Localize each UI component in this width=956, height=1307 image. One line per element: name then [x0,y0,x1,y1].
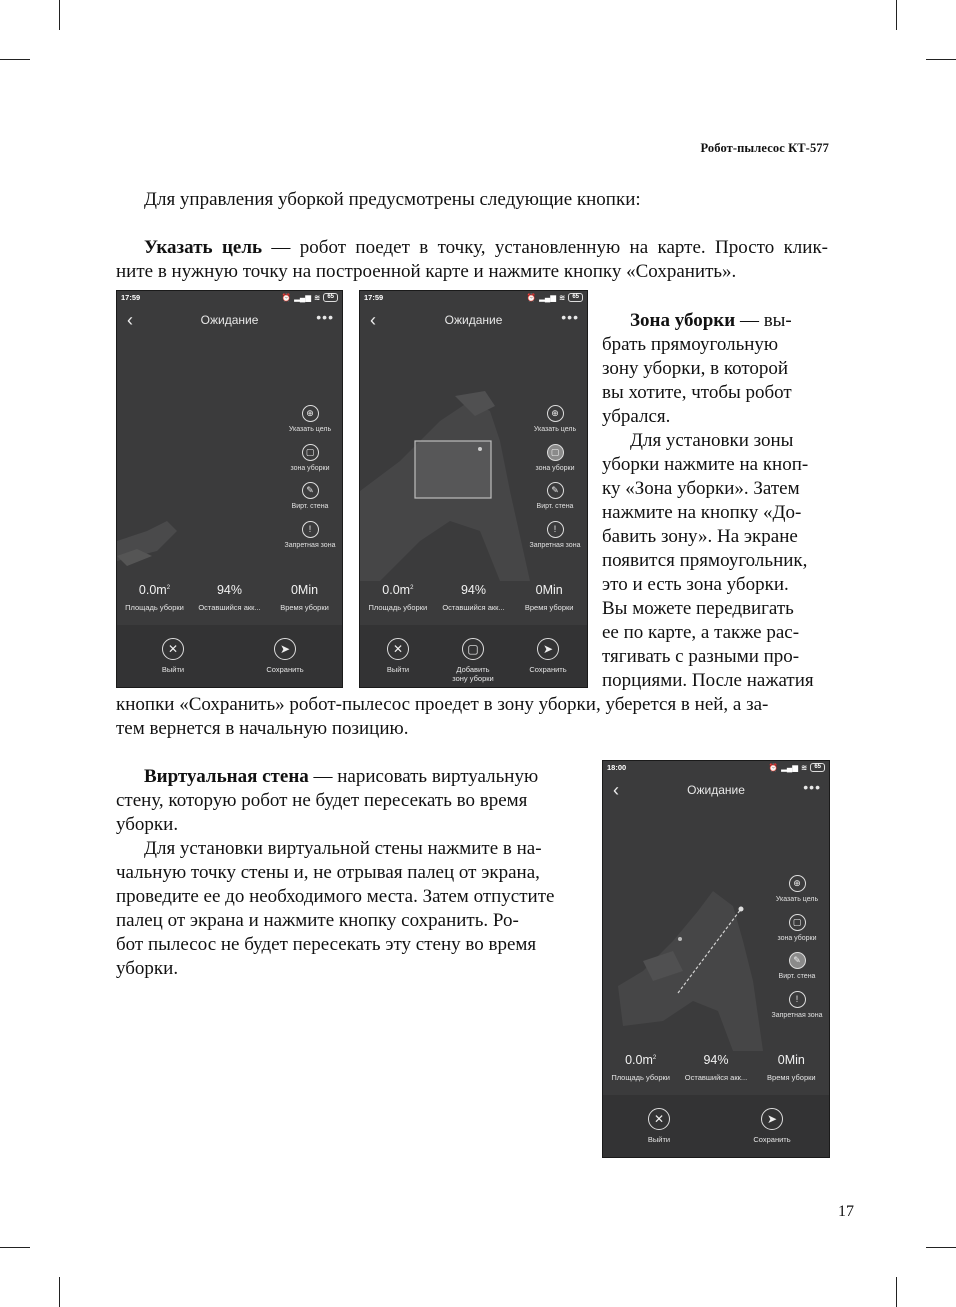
stat-area: $0.0m^2$ Площадь уборки [368,583,428,612]
send-arrow-icon: ➤ [274,638,296,660]
section-cleaning-zone: Зона уборки — вы- брать прямоугольную зону уборки, в которой вы хотите, чтобы робот убрался. Для установки зоны уборки нажмите на кноп- ку «Зона уборки». Затем нажмите на кнопку «До- бавить зону». На экране появится прямоугольник, это и есть зона уборки. Вы можете передвигать ее по карте, а также рас- тягивать с разными про- порциями. После нажатия [602,310,814,691]
more-menu-icon[interactable]: ••• [803,779,821,795]
section-cleaning-zone-tail: кнопки «Сохранить» робот-пылесос проедет в зону уборки, уберется в ней, а за- тем вернется в начальную позицию. [116,694,769,739]
tool-target[interactable]: ⊕ Указать цель [280,405,340,444]
crop-mark [896,1277,897,1307]
stat-battery: 94% Оставшийся акк... [442,583,505,612]
tool-wall[interactable]: ✎ Вирт. стена [767,952,827,991]
no-go-icon: ! [789,991,806,1008]
crop-mark [0,1247,30,1248]
exit-button[interactable]: ✕ Выйти [619,1108,699,1144]
stat-battery: 94% Оставшийся акк... [684,1053,748,1082]
pen-icon: ✎ [302,482,319,499]
status-bar: 17:59 ⏰ ▂▄▆ ≋ 65 [364,293,583,305]
send-arrow-icon: ➤ [761,1108,783,1130]
add-zone-button[interactable]: ▢ Добавить зону уборки [433,638,513,683]
intro-paragraph: Для управления уборкой предусмотрены следующие кнопки: [144,189,641,210]
section-virtual-wall: Виртуальная стена — нарисовать виртуальную стену, которую робот не будет пересекать во время уборки. Для установки виртуальной стены нажмите в на- чальную точку стены и, не отрывая палец от экрана, проведите ее до необходимого места. Затем отпустите палец от экрана и нажмите кнопку сохранить. Ро- бот пылесос не будет пересекать эту стену во время уборки. [116,766,555,979]
term-target: Указать цель [144,237,263,258]
screen-title: Ожидание [687,783,745,797]
page-number: 17 [838,1203,854,1220]
stats-row [603,1053,829,1082]
add-zone-icon: ▢ [462,638,484,660]
term-zone: Зона уборки [630,310,736,331]
more-menu-icon[interactable]: ••• [316,309,334,325]
back-chevron-icon[interactable]: ‹ [613,780,619,800]
bottom-bar [117,625,342,687]
tool-zone[interactable]: ▢ зона уборки [525,444,585,483]
exit-button[interactable]: ✕ Выйти [133,638,213,674]
close-circle-icon: ✕ [162,638,184,660]
save-button[interactable]: ➤ Сохранить [732,1108,812,1144]
screen-title: Ожидание [444,313,503,327]
close-circle-icon: ✕ [648,1108,670,1130]
phone-screenshot-target [116,290,343,688]
crop-mark [926,1247,956,1248]
stat-area: $0.0m^2$ Площадь уборки [125,583,184,612]
crop-mark [59,0,60,30]
wifi-icon: ≋ [801,763,808,772]
zone-square-icon: ▢ [789,914,806,931]
alarm-icon: ⏰ [768,763,779,772]
stat-time: 0Min Время уборки [524,583,574,612]
stat-time: 0Min Время уборки [767,1053,816,1082]
tool-no-go[interactable]: ! Запретная зона [767,991,827,1030]
tool-wall[interactable]: ✎ Вирт. стена [280,482,340,521]
wifi-icon: ≋ [559,293,566,302]
crosshair-icon: ⊕ [789,875,806,892]
phone-screenshot-zone [359,290,588,688]
stat-time: 0Min Время уборки [280,583,329,612]
crosshair-icon: ⊕ [302,405,319,422]
stats-row [360,583,587,612]
battery-icon: 65 [810,763,825,772]
signal-icon: ▂▄▆ [781,763,799,772]
battery-icon: 65 [323,293,338,302]
save-button[interactable]: ➤ Сохранить [245,638,325,674]
tool-panel [280,405,340,559]
back-chevron-icon[interactable]: ‹ [370,310,376,330]
back-chevron-icon[interactable]: ‹ [127,310,133,330]
stats-row [117,583,342,612]
tool-no-go[interactable]: ! Запретная зона [280,521,340,560]
status-bar: 17:59 ⏰ ▂▄▆ ≋ 65 [121,293,338,305]
no-go-icon: ! [302,521,319,538]
crop-mark [0,59,30,60]
section-target-point: Указать цель — робот поедет в точку, установленную на карте. Просто клик- ните в нужную точку на построенной карте и нажмите кнопку «Сохранить». [116,237,829,282]
crop-mark [896,0,897,30]
signal-icon: ▂▄▆ [294,293,312,302]
zone-square-icon: ▢ [302,444,319,461]
alarm-icon: ⏰ [526,293,537,302]
zone-square-icon: ▢ [547,444,564,461]
tool-panel [525,405,585,559]
more-menu-icon[interactable]: ••• [561,309,579,325]
no-go-icon: ! [547,521,564,538]
battery-icon: 65 [568,293,583,302]
phone-screenshot-wall [602,760,830,1158]
term-wall: Виртуальная стена [144,766,309,787]
bottom-bar [360,625,587,687]
app-title-bar [117,309,342,333]
close-circle-icon: ✕ [387,638,409,660]
app-title-bar [360,309,587,333]
exit-button[interactable]: ✕ Выйти [359,638,438,674]
send-arrow-icon: ➤ [537,638,559,660]
bottom-bar [603,1095,829,1157]
save-button[interactable]: ➤ Сохранить [508,638,588,674]
crosshair-icon: ⊕ [547,405,564,422]
crop-mark [59,1277,60,1307]
stat-area: $0.0m^2$ Площадь уборки [611,1053,670,1082]
pen-icon: ✎ [789,952,806,969]
tool-zone[interactable]: ▢ зона уборки [767,914,827,953]
alarm-icon: ⏰ [281,293,292,302]
tool-target[interactable]: ⊕ Указать цель [767,875,827,914]
screen-title: Ожидание [200,313,259,327]
wifi-icon: ≋ [314,293,321,302]
signal-icon: ▂▄▆ [539,293,557,302]
tool-target[interactable]: ⊕ Указать цель [525,405,585,444]
tool-zone[interactable]: ▢ зона уборки [280,444,340,483]
stat-battery: 94% Оставшийся акк... [198,583,261,612]
pen-icon: ✎ [547,482,564,499]
tool-wall[interactable]: ✎ Вирт. стена [525,482,585,521]
crop-mark [926,59,956,60]
app-title-bar [603,779,829,803]
running-header: Робот-пылесос КТ-577 [700,141,829,155]
status-bar: 18:00 ⏰ ▂▄▆ ≋ 65 [607,763,825,775]
tool-no-go[interactable]: ! Запретная зона [525,521,585,560]
tool-panel [767,875,827,1029]
